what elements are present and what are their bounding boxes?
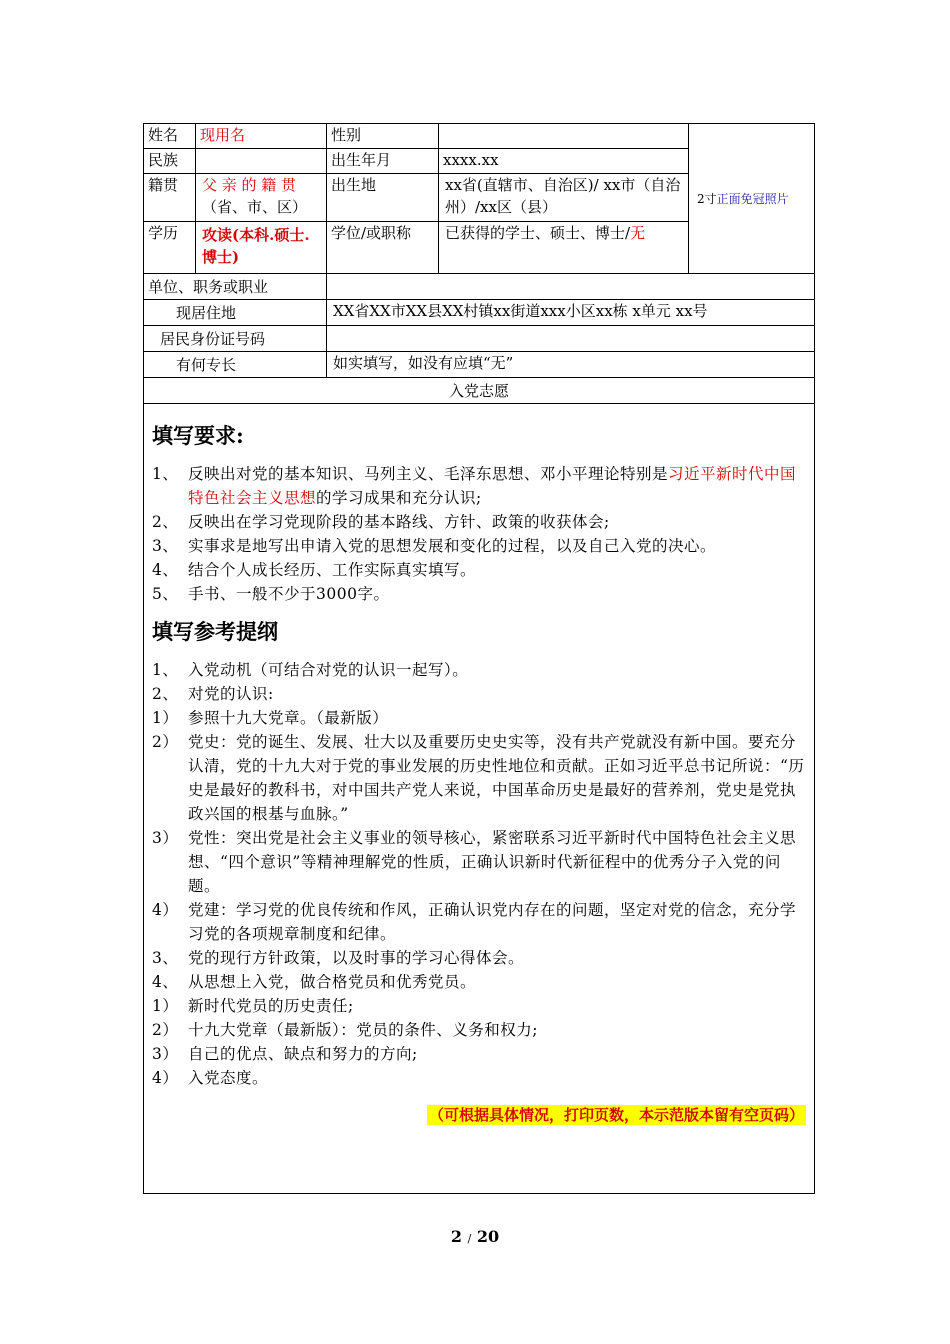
list-item: 2、 反映出在学习党现阶段的基本路线、方针、政策的收获体会;	[152, 513, 610, 531]
list-item: 2） 十九大党章（最新版）：党员的条件、义务和权力;	[152, 1021, 538, 1039]
native-place-value-hint: （省、市、区）	[202, 198, 308, 216]
id-number-label: 居民身份证号码	[144, 326, 327, 352]
birth-label: 出生年月	[327, 149, 439, 174]
section-title: 入党志愿	[144, 378, 815, 404]
name-value[interactable]: 现用名	[196, 124, 327, 149]
page-separator: /	[467, 1232, 472, 1245]
list-item: 1、 反映出对党的基本知识、马列主义、毛泽东思想、邓小平理论特别是习近平新时代中国特色社会主义思想的学习成果和充分认识;	[152, 465, 797, 507]
list-item: 4、 从思想上入党，做合格党员和优秀党员。	[152, 973, 477, 991]
page-total: 20	[476, 1227, 500, 1246]
birth-value[interactable]: xxxx.xx	[439, 149, 689, 174]
gender-value[interactable]	[439, 124, 689, 149]
education-label: 学历	[144, 222, 196, 274]
photo-text: 正面免冠照片	[716, 191, 789, 206]
specialty-value[interactable]: 如实填写，如没有应填“无”	[327, 352, 815, 378]
native-place-value-main: 父 亲 的 籍 贯	[202, 176, 297, 194]
address-value[interactable]: XX省XX市XX县XX村镇xx街道xxx小区xx栋 x单元 xx号	[327, 300, 815, 326]
ethnicity-label: 民族	[144, 149, 196, 174]
list-item: 1） 新时代党员的历史责任;	[152, 997, 354, 1015]
ethnicity-value[interactable]	[196, 149, 327, 174]
degree-label: 学位/或职称	[327, 222, 439, 274]
list-item: 1） 参照十九大党章。（最新版）	[152, 709, 389, 727]
print-note: （可根据具体情况，打印页数，本示范版本留有空页码）	[428, 1106, 804, 1124]
degree-value[interactable]	[439, 222, 689, 274]
list-item: 4） 入党态度。	[152, 1069, 269, 1087]
degree-value-main: 已获得的学士、硕士、博士/	[445, 224, 631, 242]
address-label: 现居住地	[144, 300, 327, 326]
birthplace-value[interactable]: xx省(直辖市、自治区)/ xx市（自治州）/xx区（县）	[439, 174, 689, 222]
content-area[interactable]	[144, 404, 815, 1194]
specialty-label: 有何专长	[144, 352, 327, 378]
list-item: 2） 党史：党的诞生、发展、壮大以及重要历史史实等，没有共产党就没有新中国。要充分认清，党的十九大对于党的事业发展的历史性地位和贡献。正如习近平总书记所说：“历史是最好的教科书，对中国共产党人来说，中国革命历史是最好的营养剂，党史是党执政兴国的根基与血脉。”	[152, 733, 805, 823]
page-current: 2	[450, 1227, 462, 1246]
outline-heading: 填写参考提纲	[152, 619, 278, 644]
photo-cell	[689, 124, 815, 274]
requirements-heading: 填写要求:	[152, 423, 244, 448]
degree-value-none: 无	[630, 224, 646, 242]
application-form-table	[143, 123, 815, 1194]
native-place-value[interactable]	[196, 174, 327, 222]
list-item: 3、 实事求是地写出申请入党的思想发展和变化的过程，以及自己入党的决心。	[152, 537, 717, 555]
list-item: 4、 结合个人成长经历、工作实际真实填写。	[152, 561, 477, 579]
id-number-value[interactable]	[327, 326, 815, 352]
list-item: 3） 党性：突出党是社会主义事业的领导核心，紧密联系习近平新时代中国特色社会主义思想、“四个意识”等精神理解党的性质，正确认识新时代新征程中的优秀分子入党的问题。	[152, 829, 797, 895]
list-item: 3、 党的现行方针政策，以及时事的学习心得体会。	[152, 949, 525, 967]
gender-label: 性别	[327, 124, 439, 149]
education-value[interactable]: 攻读(本科.硕士.博士)	[196, 222, 327, 274]
unit-label: 单位、职务或职业	[144, 274, 327, 300]
list-item: 3） 自己的优点、缺点和努力的方向;	[152, 1045, 418, 1063]
list-item: 4） 党建：学习党的优良传统和作风，正确认识党内存在的问题，坚定对党的信念，充分学习党的各项规章制度和纪律。	[152, 901, 797, 943]
list-item: 1、 入党动机（可结合对党的认识一起写）。	[152, 661, 469, 679]
name-label: 姓名	[144, 124, 196, 149]
unit-value[interactable]	[327, 274, 815, 300]
native-place-label: 籍贯	[144, 174, 196, 222]
page-number	[0, 1227, 950, 1246]
birthplace-label: 出生地	[327, 174, 439, 222]
list-item: 2、 对党的认识:	[152, 685, 274, 703]
list-item: 5、 手书、一般不少于3000字。	[152, 585, 390, 603]
photo-prefix: 2寸	[697, 191, 717, 206]
